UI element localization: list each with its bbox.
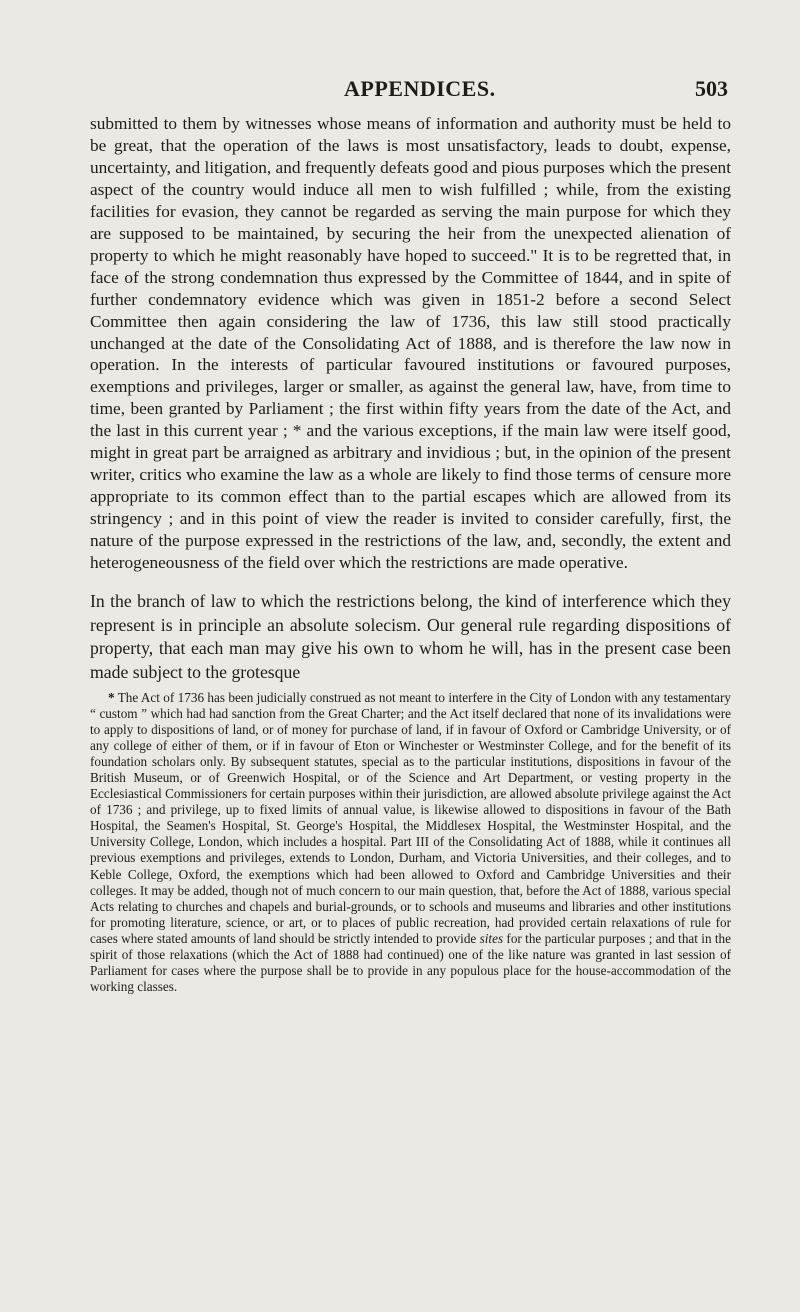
footnote-text-part-a: The Act of 1736 has been judicially construed as not meant to interfere in the City of London with any testamentary “ custom ” which had had sanction from the Great Charter; and the Act itself declared that none of its invalidations were to apply to dispositions of land, or of money for purchase of land, if in favour of Oxford or Cambridge University, or of any college of either of them, or if in favour of Eton or Winchester or Westminster College, and for the benefit of its foundation scholars only. By subsequent statutes, special as to the particular institutions, dispositions in favour of the British Museum, or of Greenwich Hospital, or of the Science and Art Department, or vesting property in the Ecclesiastical Commissioners for certain purposes within their jurisdiction, are allowed absolute privilege against the Act of 1736 ; and privilege, up to fixed limits of annual value, is likewise allowed to dispositions in favour of the Bath Hospital, the Seamen's Hospital, St. George's Hospital, the Middlesex Hospital, the Westminster Hospital, and the University College, London, which includes a hospital. Part III of the Consolidating Act of 1888, while it continues all previous exemptions and privileges, extends to London, Durham, and Victoria Universities, and their colleges, and to Keble College, Oxford, the exemptions which had been allowed to Oxford and Cambridge Universities and their colleges. It may be added, though not of much concern to our main question, that, before the Act of 1888, various special Acts relating to churches and chapels and burial-grounds, or to schools and museums and libraries and other institutions for promoting literature, science, or art, or to places of public recreation, had provided certain relaxations of rule for cases where stated amounts of land should be strictly intended to provide bbox=[90, 690, 731, 946]
paragraph-1: submitted to them by witnesses whose means of information and authority must be held to be great, that the operation of the laws is most unsatisfactory, leads to doubt, expense, uncertainty, and litigation, and frequently defeats good and pious purposes which the present aspect of the country would induce all men to wish fulfilled ; while, from the existing facilities for evasion, they cannot be regarded as serving the main purpose for which they are supposed to be maintained, by securing the heir from the unexpected alienation of property to which he might reasonably have hoped to succeed." It is to be regretted that, in face of the strong condemnation thus expressed by the Committee of 1844, and in spite of further condemnatory evidence which was given in 1851-2 before a second Select Committee then again considering the law of 1736, this law still stood practically unchanged at the date of the Consolidating Act of 1888, and is therefore the law now in operation. In the interests of particular favoured institutions or favoured purposes, exemptions and privileges, larger or smaller, as against the general law, have, from time to time, been granted by Parliament ; the first within fifty years from the date of the Act, and the last in this current year ; * and the various exceptions, if the main law were itself good, might in great part be arraigned as arbitrary and invidious ; but, in the opinion of the present writer, critics who examine the law as a whole are likely to find those terms of censure more appropriate to its common effect than to the partial escapes which are allowed from its stringency ; and in this point of view the reader is invited to consider carefully, first, the nature of the purpose expressed in the restrictions of the law, and, secondly, the extent and heterogeneousness of the field over which the restrictions are made operative. bbox=[90, 114, 731, 573]
footnote-text-part-b: for the particular purposes ; and that in the spirit of those relaxations (which the Act of 1888 had continued) one of the like nature was granted in last session of Parliament for cases where the purpose shall be to provide in any populous place for the house-accommodation of the working classes. bbox=[90, 930, 732, 994]
page-header bbox=[90, 76, 730, 104]
running-head: APPENDICES. bbox=[344, 76, 496, 101]
page-number: 503 bbox=[695, 76, 728, 101]
paragraph-2: In the branch of law to which the restrictions belong, the kind of interference which they represent is in principle an absolute solecism. Our general rule regarding dispositions of property, that each man may give his own to whom he will, has in the present case been made subject to the grotesque bbox=[90, 591, 731, 682]
footnote-mark: * bbox=[108, 690, 115, 706]
footnote-italic-word: sites bbox=[479, 930, 504, 946]
body-text bbox=[90, 113, 731, 995]
footnote bbox=[90, 690, 731, 995]
